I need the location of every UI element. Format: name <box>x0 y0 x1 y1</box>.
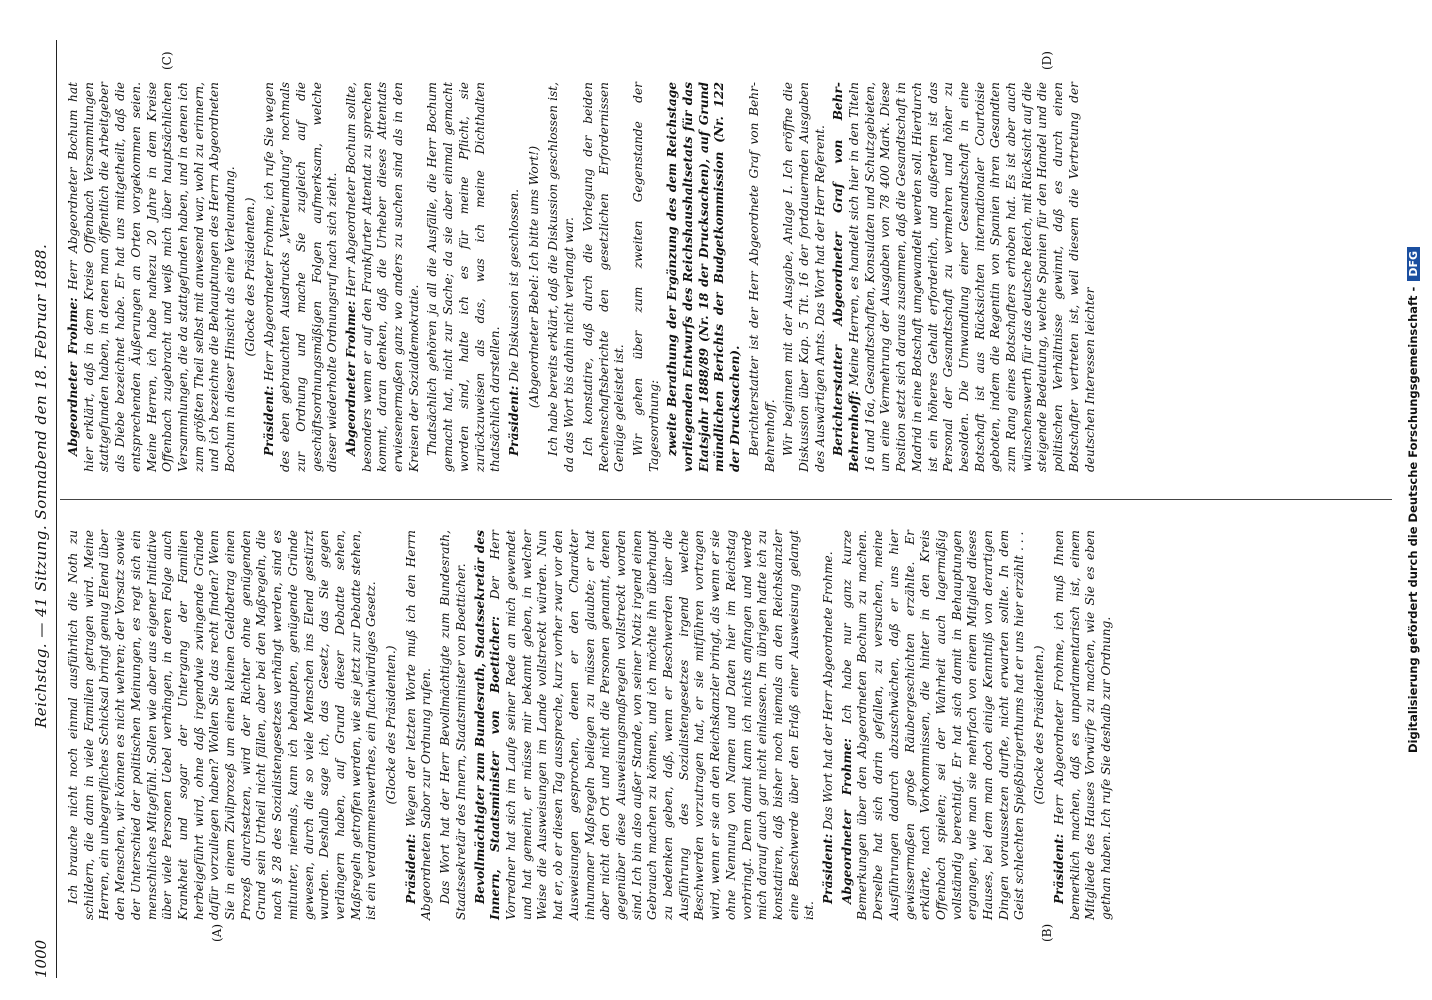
speaker-label: Präsident: <box>403 833 418 904</box>
paragraph: Thatsächlich gehören ja all die Ausfälle, die Herr Bochum gemacht hat, nicht zur Sache; da sie aber einmal gemacht worden sind, halte ich es für meine Pflicht, sie zurückzuweisen als das, was ich meine Dichthalten thatsächlich darstellen. <box>425 82 503 472</box>
paragraph: Wir gehen über zum zweiten Gegenstande der Tagesordnung: <box>630 82 661 472</box>
stage-direction: (Abgeordneter Bebel: Ich bitte ums Wort!) <box>526 145 541 409</box>
paragraph <box>1052 530 1115 920</box>
paragraph-text: Ich habe nur ganz kurze Bemerkungen über den Abgeordneten Bochum zu machen. Derselbe hat sich darin gefallen, zu versuchen, meine Ausführungen dadurch abzuschwächen, daß er uns hier gewissermaßen große Räubergeschichten erzählte. Er erklärte, nach Vorkommnissen, die hinter in den Kreis Offenbach spielen; sei der Wahrheit auch lagermäßig vollständig berechtigt. Er hat sich damit in Behauptungen ergangen, wie man sie mehrfach von einem Mitglied dieses Hauses, bei dem man doch einige Kenntniß von derartigen Dingen voraussetzen durfte, nicht erwarten sollte. In dem Geist schlechten Spießbürgerthums hat er uns hier erzählt . . . <box>839 530 1027 920</box>
dfg-logo: DFG <box>1407 247 1420 281</box>
paragraph: Berichterstatter ist der Herr Abgeordnete Graf von Behr-Behrenhoff. <box>746 82 777 472</box>
column-right <box>66 82 1101 472</box>
paragraph <box>404 530 435 920</box>
paragraph-text: Wegen der letzten Worte muß ich den Herrn Abgeordneten Sabor zur Ordnung rufen. <box>403 530 434 920</box>
agenda-text: zweite Berathung der Ergänzung des dem Reichstage vorliegenden Entwurfs des Reichshaushaltsetats für das Etatsjahr 1888/89 (Nr. 18 der Drucksachen), auf Grund mündlichen Berichts der Budgetkommission (Nr. 122 der Drucksachen). <box>665 82 743 472</box>
paragraph: Wir beginnen mit der Ausgabe, Anlage I. Ich eröffne die Diskussion über Kap. 5 Tit. 16 der fortdauernden Ausgaben des Auswärtigen Amts. Das Wort hat der Herr Referent. <box>781 82 827 472</box>
digitization-text: Digitalisierung gefördert durch die Deutsche Forschungsgemeinschaft - <box>1406 286 1420 754</box>
paragraph-text: Herr Abgeordneter Bochum hat hier erklärt, daß in dem Kreise Offenbach Versammlungen stattgefunden haben, in denen man öffentlich die Arbeitgeber als Diebe bezeichnet habe. Er hat uns mitgetheilt, daß die entsprechenden Äußerungen an Orten vorgekommen seien. Meine Herren, ich habe nahezu 20 Jahre in dem Kreise Offenbach zugebracht und weiß mich über hauptsächlichen Versammlungen, die da stattgefunden haben, und in denen ich zum größten Theil selbst mit anwesend war, wohl zu erinnern, und ich bezeichne die Behauptungen des Herrn Abgeordneten Bochum in dieser Hinsicht als eine Verleumdung. <box>66 82 238 472</box>
paragraph-text: Meine Herren, es handelt sich hier in den Titeln 16 und 16a, Gesandtschaften, Konsulaten und Schutzgebieten, um eine Vermehrung der Ausgaben von 78 400 Mark. Diese Position setzt sich daraus zusammen, daß die Gesandtschaft in Madrid in eine Botschaft umgewandelt werden soll. Hierdurch ist ein höheres Gehalt erforderlich, und außerdem ist das Personal der Gesandtschaft zu vermehren und höher zu besolden. Die Umwandlung einer Gesandtschaft in eine Botschaft ist aus Rücksichten internationaler Courtoisie geboten, indem die Regentin von Spanien ihren Gesandten zum Rang eines Botschafters erhoben hat. Es ist aber auch wünschenswerth für das deutsche Reich, mit Rücksicht auf die steigende Bedeutung, welche Spanien für den Handel und die politischen Verhältnisse gewinnt, daß es durch einen Botschafter vertreten ist, weil diesem die Vertretung der deutschen Interessen leichter <box>847 81 1097 472</box>
paragraph-text: Die Diskussion ist geschlossen. <box>506 188 521 382</box>
paragraph <box>66 82 239 472</box>
paragraph: Ich habe bereits erklärt, daß die Diskussion geschlossen ist, da das Wort bis dahin nicht verlangt war. <box>546 82 577 472</box>
stage-direction: (Glocke des Präsidenten.) <box>242 197 257 357</box>
paragraph: Ich brauche nicht noch einmal ausführlich die Noth zu schildern, die dann in viele Familien getragen wird. Meine Herren, ein unbegreifliches Schicksal bringt genug Elend über den Menschen, wir können es nicht wehren; der Vorsatz sowie der Unterschied der politischen Meinungen, es regt sich ein menschliches Mitgefühl. Sollen wie aber aus eigener Initiative über viele Personen Uebel verhängen, in deren Folge auch Krankheit und sogar der Untergang der Familien herbeigeführt wird, ohne daß irgendwie zwingende Gründe dafür vorzuliegen haben? Wollen Sie das recht finden? Wenn Sie in einem Zivilprozeß um einen kleinen Geldbetrag einen Prozeß durchsetzen, wird der Richter ohne genügenden Grund sein Urtheil nicht fällen, aber bei den Maßregeln, die nach § 28 des Sozialistengesetzes verhängt werden, sind es mitunter, niemals, kann ich behaupten, genügende Gründe gewesen, durch die so viele Menschen ins Elend gestürzt wurden. Deshalb sage ich, das Gesetz, das Sie gegen verlängern haben, auf Grund dieser Debatte sehen, Maßregeln getroffen werden, wie sie jetzt zur Debatte stehen, ist ein verdammenswerthes, ein fluchwürdiges Gesetz. <box>66 530 379 920</box>
stage-direction: (Glocke des Präsidenten.) <box>384 645 399 805</box>
speaker-label: Bevollmächtigter zum Bundesrath, Staatssekretär des Innern, Staatsminister von Boetticher: <box>472 530 503 920</box>
speaker-label: Abgeordneter Frohme: <box>839 738 854 904</box>
speaker-label: Präsident: <box>506 385 521 456</box>
paragraph: Ich konstatire, daß durch die Vorlegung der beiden Rechenschaftsberichte den gesetzlichen Erfordernissen Genüge geleistet ist. <box>580 82 627 472</box>
page-number: 1000 <box>32 939 50 978</box>
speaker-label: Präsident: <box>262 385 277 456</box>
margin-mark-c: (C) <box>160 51 174 70</box>
paragraph-text: Das Wort hat der Herr Abgeordnete Frohme. <box>821 551 836 830</box>
agenda-item <box>665 82 744 472</box>
paragraph <box>473 530 818 920</box>
paragraph-text: Herr Abgeordneter Frohme, ich muß Ihnen bemerklich machen, daß es unparlamentarisch ist, einem Mitgliede des Hauses Vorwürfe zu machen, wie Sie es eben gethan haben. Ich rufe Sie deshalb zur Ordnung. <box>1051 529 1113 920</box>
margin-mark-d: (D) <box>1040 51 1054 70</box>
margin-mark-a: (A) <box>210 923 224 942</box>
page-title: Reichstag. — 41 Sitzung. Sonnabend den 18. Februar 1888. <box>32 243 50 728</box>
digitization-note <box>1406 2 1420 998</box>
paragraph <box>821 530 837 920</box>
margin-mark-b: (B) <box>1040 923 1054 942</box>
page-header <box>32 40 58 978</box>
paragraph <box>840 530 1028 920</box>
speaker-label: Abgeordneter Frohme: <box>66 297 80 456</box>
stage-direction: (Glocke des Präsidenten.) <box>1032 645 1047 805</box>
paragraph-text: Der Herr Vorredner hat sich im Laufe seiner Rede an mich gewendet und hat gemeint, er müsse mir bekannt geben, in welcher Weise die Ausweisungen im Lande vollstreckt würden. Nun hat er, ob er diesen Tag ausspreche, kurz vorher zwar vor den Ausweisungen gesprochen, denen er den Charakter inhumaner Maßregeln beilegen zu müssen glaubte; er hat aber nicht den Ort und nicht die Personen genannt, denen gegenüber diese Ausweisungsmaßregeln vollstreckt worden sind. Ich bin also außer Stande, von seiner Notiz irgend einen Gebrauch machen zu können, und ich möchte ihn überhaupt zu bedenken geben, daß, wenn er Beschwerden über die Ausführung des Sozialistengesetzes irgend welche Beschwerden vorzutragen hat, er sie mitführen vortragen wird, wenn er sie an den Reichskanzler bringt, als wenn er sie ohne Nennung von Namen und Daten hier im Reichstag vorbringt. Denn damit kann ich nichts anfangen und werde mich darauf auch gar nicht einlassen. Im übrigen hatte ich zu konstatiren, daß bisher noch niemals an den Reichskanzler eine Beschwerde über den Erlaß einer Ausweisung gelangt ist. <box>488 530 817 920</box>
paragraph-text: Herr Abgeordneter Frohme, ich rufe Sie wegen des eben gebrauchten Ausdrucks „Verleumdung“ nochmals zur Ordnung und mache Sie zugleich auf die geschäftsordnungsmäßigen Folgen aufmerksam, welche dieser wiederholte Ordnungsruf nach sich zieht. <box>262 81 340 472</box>
paragraph <box>262 82 341 472</box>
column-left <box>66 530 1118 920</box>
header-rule <box>56 40 57 978</box>
speaker-label: Präsident: <box>1051 833 1066 904</box>
speaker-label: Abgeordneter Frohme: <box>343 300 358 456</box>
paragraph: Das Wort hat der Herr Bevollmächtigte zum Bundesrath, Staatssekretär des Innern, Staatsminister von Boetticher. <box>438 530 468 920</box>
paragraph <box>344 82 423 472</box>
speaker-label: Berichterstatter Abgeordneter Graf von Behr-Behrenhoff: <box>831 82 862 472</box>
column-divider <box>60 499 1392 500</box>
paragraph <box>507 82 523 472</box>
paragraph-text: Herr Abgeordneter Bochum sollte, besonders wenn er auf den Frankfurter Attentat zu sprechen kommt, daran denken, daß die Urheber dieses Attentats erwiesenermaßen ganz wo anders zu suchen sind als in den Kreisen der Sozialdemokratie. <box>343 82 421 472</box>
paragraph <box>831 82 1098 472</box>
speaker-label: Präsident: <box>821 833 836 904</box>
